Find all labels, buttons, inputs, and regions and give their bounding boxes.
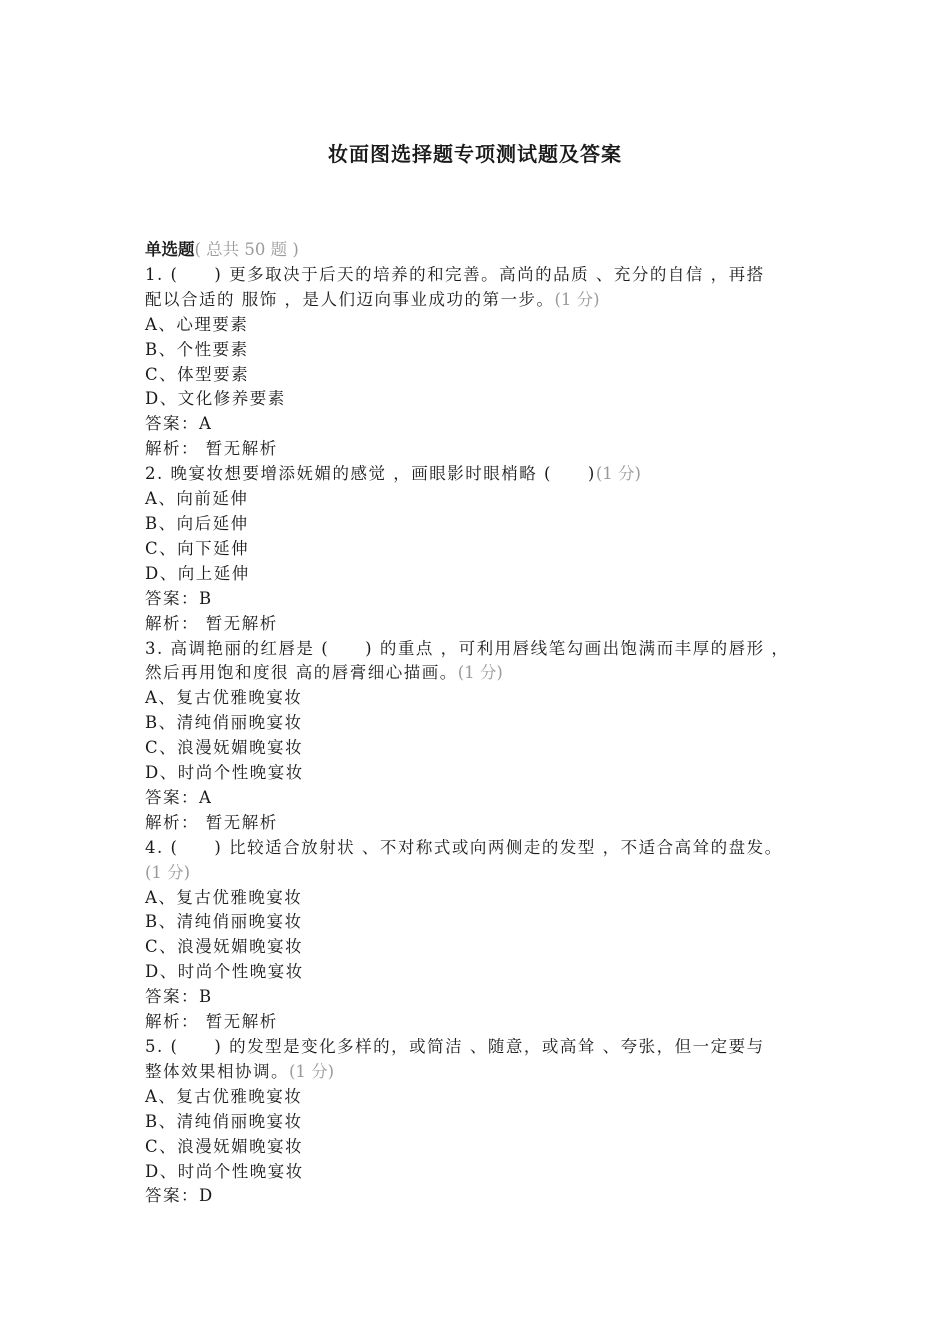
section-count: ( 总共 50 题 ) [194,240,299,259]
answer-value: A [199,787,213,807]
option-c: C、浪漫妩媚晚宴妆 [145,738,304,758]
question-2 [145,462,825,636]
option-d: D、时尚个性晚宴妆 [145,1161,304,1181]
question-stem-line: 整体效果相协调。(1 分) [145,1061,335,1081]
question-4 [145,836,825,1035]
answer-value: A [199,414,213,434]
option-c: C、浪漫妩媚晚宴妆 [145,1136,304,1156]
document-title: 妆面图选择题专项测试题及答案 [328,142,622,166]
question-stem-line: 3. 高调艳丽的红唇是 ( ) 的重点 ，可利用唇线笔勾画出饱满而丰厚的唇形 ， [145,638,790,658]
answer-line: 答案：B [145,588,213,608]
question-5 [145,1035,825,1209]
question-1 [145,263,825,462]
option-a: A、复古优雅晚宴妆 [145,887,303,907]
section-label: 单选题 [145,240,195,259]
question-stem-line [145,861,825,886]
option-d: D、时尚个性晚宴妆 [145,763,304,783]
analysis-value: 暂无解析 [205,439,278,459]
option-a: A、心理要素 [145,314,249,334]
question-3 [145,637,825,836]
question-stem-line: 5. ( ) 的发型是变化多样的，或简洁 、随意，或高耸 、夸张，但一定要与 [145,1037,765,1056]
option-d: D、向上延伸 [145,563,250,583]
option-b: B、清纯俏丽晚宴妆 [145,713,303,733]
question-stem-line: 配以合适的 服饰 ，是人们迈向事业成功的第一步。(1 分) [145,289,600,309]
option-d: D、文化修养要素 [145,389,286,409]
question-score: (1 分) [145,862,191,882]
option-b: B、清纯俏丽晚宴妆 [145,912,303,932]
option-a: A、向前延伸 [145,489,249,509]
question-stem-line: 4. ( ) 比较适合放射状 、不对称式或向两侧走的发型 ，不适合高耸的盘发。 [145,837,783,857]
analysis-line: 解析： 暂无解析 [145,613,278,633]
analysis-line: 解析： 暂无解析 [145,1012,278,1032]
question-score: (1 分) [554,289,600,309]
answer-value: D [199,1186,214,1206]
question-score: (1 分) [457,663,503,683]
question-stem-line: 2. 晚宴妆想要增添妩媚的感觉 ，画眼影时眼梢略 ( )(1 分) [145,464,641,484]
answer-line: 答案：B [145,987,213,1007]
option-d: D、时尚个性晚宴妆 [145,962,304,982]
option-b: B、清纯俏丽晚宴妆 [145,1111,303,1131]
question-stem-line: 然后再用饱和度很 高的唇膏细心描画。(1 分) [145,663,503,683]
option-c: C、浪漫妩媚晚宴妆 [145,937,304,957]
option-b: B、向后延伸 [145,513,249,533]
answer-value: B [199,588,213,608]
analysis-line: 解析： 暂无解析 [145,439,278,459]
analysis-value: 暂无解析 [205,613,278,633]
option-b: B、个性要素 [145,339,249,359]
option-a: A、复古优雅晚宴妆 [145,1086,303,1106]
question-score: (1 分) [595,464,641,484]
question-stem-line: 1. ( ) 更多取决于后天的培养的和完善。高尚的品质 、充分的自信 ，再搭 [145,264,765,284]
analysis-line: 解析： 暂无解析 [145,812,278,832]
option-c: C、向下延伸 [145,538,250,558]
analysis-value: 暂无解析 [205,812,278,832]
answer-line: 答案：D [145,1186,214,1206]
section-heading [145,238,825,263]
option-c: C、体型要素 [145,364,250,384]
answer-value: B [199,987,213,1007]
answer-line: 答案：A [145,787,213,807]
document-body [145,238,825,1209]
analysis-value: 暂无解析 [205,1012,278,1032]
option-a: A、复古优雅晚宴妆 [145,688,303,708]
question-score: (1 分) [289,1061,335,1081]
answer-line: 答案：A [145,414,213,434]
